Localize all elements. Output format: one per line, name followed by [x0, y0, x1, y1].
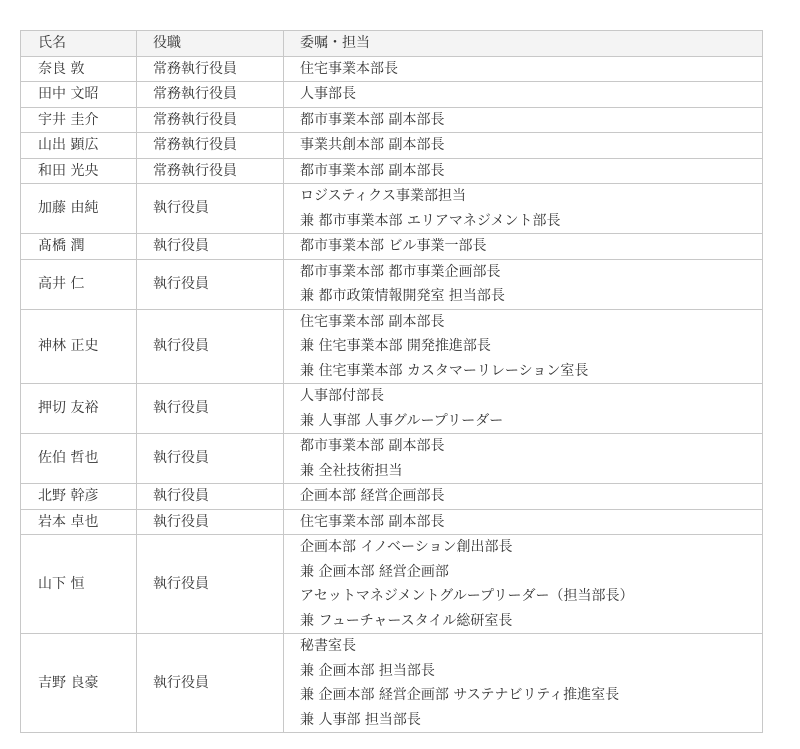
officer-title: 執行役員: [137, 484, 284, 510]
officer-duty: [284, 107, 763, 133]
officer-title: 執行役員: [137, 434, 284, 484]
duty-line: 都市事業本部 都市事業企画部長: [300, 263, 501, 280]
duty-line: ロジスティクス事業部担当: [300, 188, 467, 204]
table-row: [21, 133, 763, 159]
table-row: [21, 107, 763, 133]
officer-duty: [284, 82, 763, 108]
table-row: [21, 234, 763, 260]
officer-title: 常務執行役員: [137, 56, 284, 82]
table-row: [21, 484, 763, 510]
officer-duty: [284, 535, 763, 634]
officer-title: 執行役員: [137, 259, 284, 309]
officer-duty: [284, 509, 763, 535]
duty-line: 住宅事業本部 副本部長: [300, 313, 445, 330]
officer-title: 執行役員: [137, 535, 284, 634]
officer-title: 常務執行役員: [137, 82, 284, 108]
officer-duty: [284, 634, 763, 733]
duty-line: 兼 人事部 担当部長: [300, 711, 421, 728]
duty-line: 都市事業本部 副本部長: [300, 438, 445, 454]
officer-name: 北野 幹彦: [21, 484, 137, 510]
officer-name: 奈良 敦: [21, 56, 137, 82]
officer-title: 執行役員: [137, 184, 284, 234]
table-row: [21, 509, 763, 535]
officers-table-container: [20, 30, 763, 733]
duty-line: 都市事業本部 副本部長: [300, 162, 445, 179]
officer-name: 岩本 卓也: [21, 509, 137, 535]
officer-name: 田中 文昭: [21, 82, 137, 108]
duty-line: 人事部付部長: [300, 388, 384, 404]
header-title: 役職: [137, 31, 284, 57]
officer-duty: [284, 434, 763, 484]
officer-name: 和田 光央: [21, 158, 137, 184]
officers-table: [20, 30, 763, 733]
officer-duty: [284, 309, 763, 384]
duty-line: アセットマネジメントグループリーダー（担当部長）: [300, 588, 634, 604]
duty-line: 兼 企画本部 経営企画部 サステナビリティ推進室長: [300, 687, 620, 703]
duty-line: 事業共創本部 副本部長: [300, 137, 445, 153]
table-row: [21, 535, 763, 634]
duty-line: 兼 住宅事業本部 開発推進部長: [300, 338, 491, 354]
duty-line: 企画本部 イノベーション創出部長: [300, 539, 513, 555]
officer-name: 髙橋 潤: [21, 234, 137, 260]
duty-line: 兼 住宅事業本部 カスタマーリレーション室長: [300, 362, 589, 379]
duty-line: 兼 都市政策情報開発室 担当部長: [300, 288, 505, 304]
officer-duty: [284, 133, 763, 159]
table-row: [21, 434, 763, 484]
table-row: [21, 384, 763, 434]
duty-line: 住宅事業本部長: [300, 60, 398, 77]
table-row: [21, 82, 763, 108]
officer-name: 吉野 良豪: [21, 634, 137, 733]
officer-name: 押切 友裕: [21, 384, 137, 434]
duty-line: 人事部長: [300, 86, 356, 102]
officer-duty: [284, 184, 763, 234]
duty-line: 都市事業本部 副本部長: [300, 111, 445, 128]
officer-title: 執行役員: [137, 234, 284, 260]
officer-duty: [284, 158, 763, 184]
table-row: [21, 309, 763, 384]
officer-duty: [284, 384, 763, 434]
duty-line: 兼 フューチャースタイル総研室長: [300, 612, 513, 629]
officer-name: 神林 正史: [21, 309, 137, 384]
table-row: [21, 634, 763, 733]
officer-title: 常務執行役員: [137, 133, 284, 159]
table-row: [21, 56, 763, 82]
duty-line: 都市事業本部 ビル事業一部長: [300, 238, 487, 254]
officer-duty: [284, 234, 763, 260]
header-duty: 委嘱・担当: [284, 31, 763, 57]
officer-name: 山下 恒: [21, 535, 137, 634]
header-name: 氏名: [21, 31, 137, 57]
officer-title: 執行役員: [137, 384, 284, 434]
officer-name: 山出 顕広: [21, 133, 137, 159]
officer-title: 執行役員: [137, 634, 284, 733]
duty-line: 兼 企画本部 担当部長: [300, 662, 435, 679]
officer-duty: [284, 56, 763, 82]
table-body: [21, 56, 763, 733]
duty-line: 秘書室長: [300, 638, 356, 654]
table-row: [21, 184, 763, 234]
duty-line: 兼 企画本部 経営企画部: [300, 563, 449, 580]
officer-name: 高井 仁: [21, 259, 137, 309]
duty-line: 兼 全社技術担当: [300, 462, 403, 479]
officer-duty: [284, 484, 763, 510]
officer-title: 執行役員: [137, 309, 284, 384]
officer-name: 宇井 圭介: [21, 107, 137, 133]
table-row: [21, 158, 763, 184]
officer-duty: [284, 259, 763, 309]
officer-name: 佐伯 哲也: [21, 434, 137, 484]
officer-title: 常務執行役員: [137, 107, 284, 133]
duty-line: 兼 人事部 人事グループリーダー: [300, 412, 504, 429]
officer-name: 加藤 由純: [21, 184, 137, 234]
duty-line: 住宅事業本部 副本部長: [300, 513, 445, 530]
duty-line: 企画本部 経営企画部長: [300, 488, 445, 504]
table-row: [21, 259, 763, 309]
officer-title: 執行役員: [137, 509, 284, 535]
table-header-row: [21, 31, 763, 57]
duty-line: 兼 都市事業本部 エリアマネジメント部長: [300, 212, 561, 229]
officer-title: 常務執行役員: [137, 158, 284, 184]
